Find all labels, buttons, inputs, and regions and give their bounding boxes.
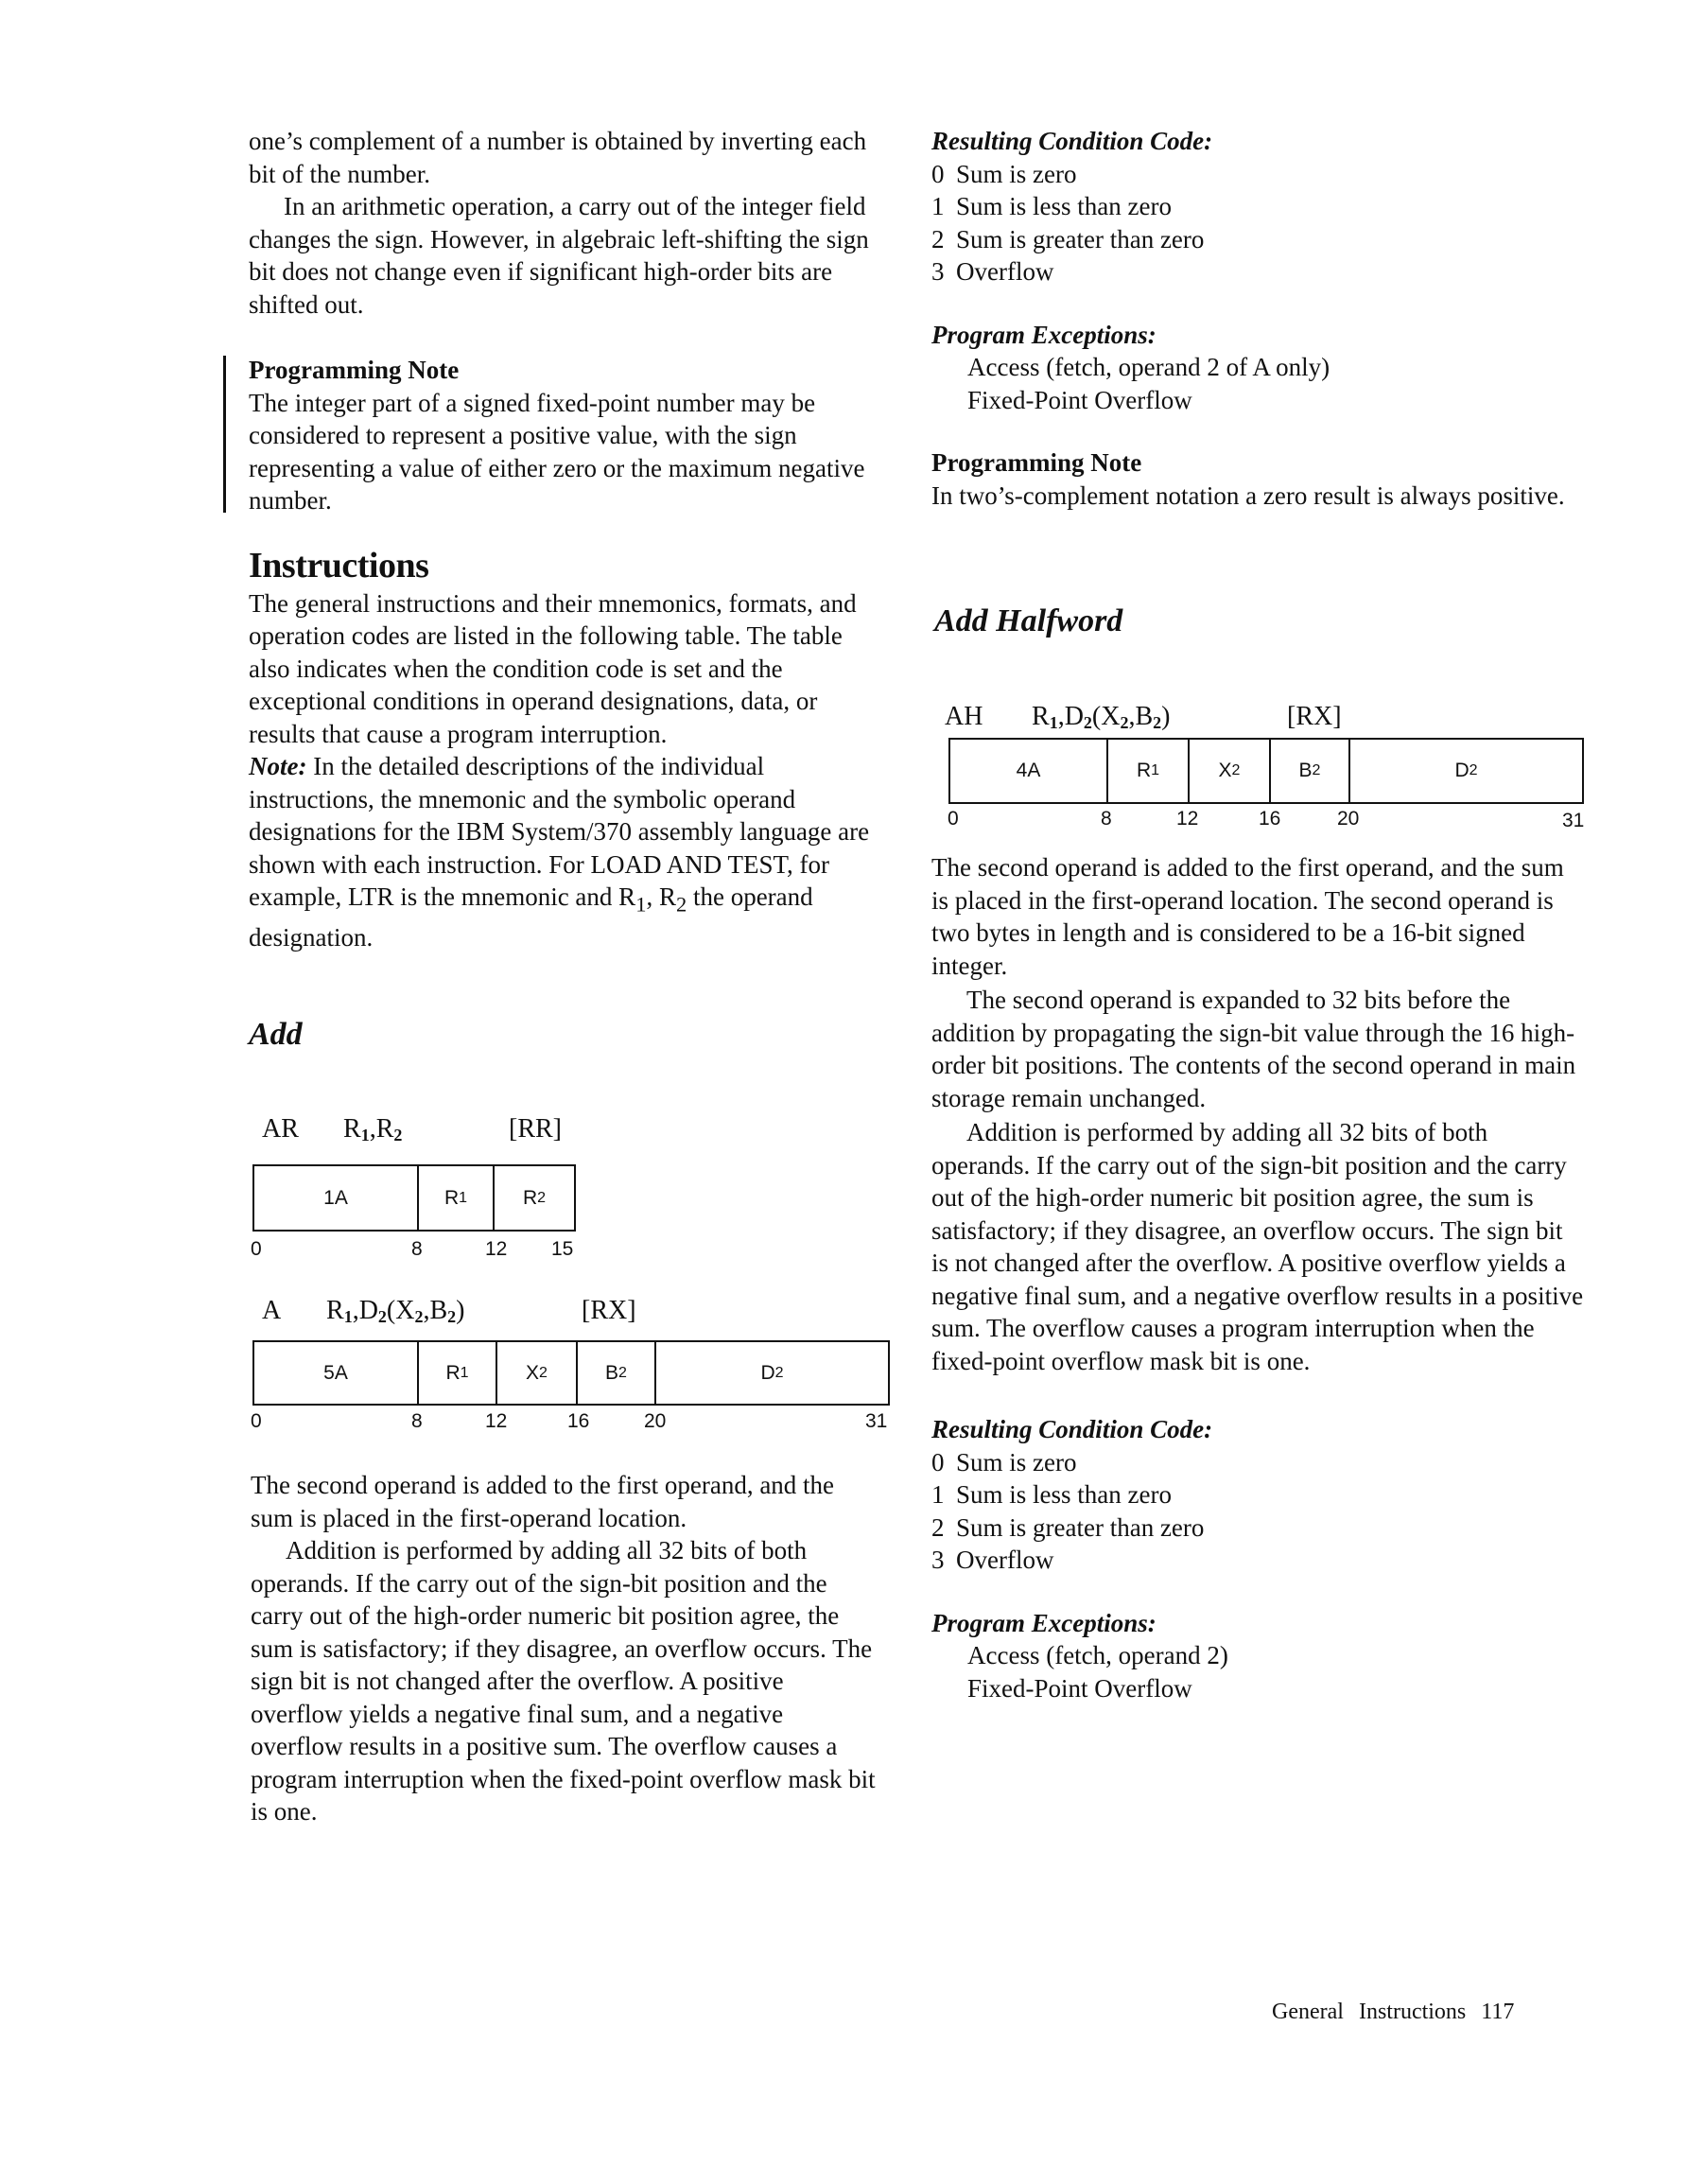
operands: $R_1,R_2$ <box>343 1114 403 1144</box>
programming-note-title: Programming Note <box>931 448 1142 477</box>
condition-code-item: 2 Sum is greater than zero <box>931 1512 1205 1542</box>
operands: $R_1,D_2(X_2,B_2)$ <box>326 1296 465 1326</box>
field-r2: R 2 <box>522 1186 547 1209</box>
bit-label: 0 <box>948 808 959 830</box>
instruction-heading-add-halfword: Add Halfword <box>934 603 1123 638</box>
field-r1: R 1 <box>419 1342 497 1404</box>
bit-label: 15 <box>551 1238 574 1260</box>
condition-code-item: 1 Sum is less than zero <box>931 1480 1172 1509</box>
instruction-format-rr-box <box>252 1164 576 1232</box>
instruction-heading-add: Add <box>249 1017 303 1052</box>
bit-label: 0 <box>251 1410 262 1432</box>
program-exceptions-list <box>931 351 1584 416</box>
mnemonic: AH <box>945 702 983 731</box>
program-exceptions-list <box>931 1639 1584 1704</box>
bit-label: 16 <box>567 1410 590 1432</box>
ah-desc-paragraph-1: The second operand is added to the first operand, and the sum is placed in the first-operand location. The second operand is two bytes in length and is considered to be a 16-bit signed integer. <box>931 853 1564 980</box>
bit-label: 12 <box>485 1238 508 1260</box>
condition-code-item: 0 Sum is zero <box>931 1447 1077 1476</box>
format-line-ar <box>249 1084 562 1145</box>
bit-label: 16 <box>1259 808 1281 830</box>
right-column-top <box>931 125 1584 512</box>
field-b2: B 2 <box>578 1342 656 1404</box>
field-b2: B 2 <box>1271 740 1350 802</box>
intro-paragraph-2: In an arithmetic operation, a carry out of the integer field changes the sign. However, in algebraic left-shifting the sign bit does not change even if significant high-order bits are shifted out. <box>249 192 869 319</box>
bit-label: 0 <box>251 1238 262 1260</box>
condition-code-item: 1 Sum is less than zero <box>931 192 1172 220</box>
add-halfword-description <box>931 851 1584 1704</box>
subscript: 2 <box>675 892 687 917</box>
mnemonic: A <box>262 1296 282 1325</box>
condition-code-title: Resulting Condition Code: <box>931 127 1213 155</box>
ah-desc-paragraph-3: Addition is performed by adding all 32 bits of both operands. If the carry out of the sign-bit position and the carry out of the high-order numeric bit position agree, the sum is satisfactory; if they disagree, an overflow occurs. The sign bit is not changed after the overflow. A positive overflow yields a negative final sum, and a negative overflow results in a positive sum. The overflow causes a program interruption when the fixed-point overflow mask bit is one. <box>931 1118 1584 1375</box>
ah-desc-paragraph-2: The second operand is expanded to 32 bits before the addition by propagating the sign-bit value through the 16 high-order bit positions. The contents of the second operand in main storage remain unchanged. <box>931 986 1576 1112</box>
intro-paragraph-1: one’s complement of a number is obtained by inverting each bit of the number. <box>249 127 867 188</box>
operands: $R_1,D_2(X_2,B_2)$ <box>1032 702 1171 732</box>
instructions-body: The general instructions and their mnemonics, formats, and operation codes are listed in the following table. The table also indicates when the condition code is set and the exceptional conditions in operand designations, data, or results that cause a program interruption. <box>249 588 857 748</box>
bit-label: 20 <box>644 1410 667 1432</box>
page-footer <box>1272 2000 1529 2025</box>
bit-label: 8 <box>1101 808 1112 830</box>
add-description <box>251 1469 879 1828</box>
program-exception-item: Access (fetch, operand 2) <box>967 1641 1228 1669</box>
condition-code-item: 3 Overflow <box>931 257 1054 286</box>
field-r1: R 1 <box>419 1166 495 1230</box>
add-desc-paragraph-2: Addition is performed by adding all 32 bits of both operands. If the carry out of the sign-bit position and the carry out of the high-order numeric bit position agree, the sum is satisfactory; if they disagree, an overflow occurs. The sign bit is not changed after the overflow. A positive overflow yields a negative final sum, and a negative overflow results in a positive sum. The overflow causes a program interruption when the fixed-point overflow mask bit is one. <box>251 1536 876 1826</box>
left-column <box>249 125 873 953</box>
field-opcode: 1A <box>254 1166 419 1230</box>
program-exception-item: Fixed-Point Overflow <box>967 1673 1192 1703</box>
condition-code-list <box>931 1446 1584 1577</box>
field-opcode: 5A <box>254 1342 419 1404</box>
condition-code-item: 3 Overflow <box>931 1546 1054 1574</box>
programming-note-title: Programming Note <box>249 356 460 384</box>
field-d2: D 2 <box>1454 760 1478 781</box>
subscript: 1 <box>635 892 647 917</box>
field-r1: R 1 <box>1108 740 1190 802</box>
format-type: [RX] <box>1287 702 1342 731</box>
mnemonic: AR <box>262 1114 299 1144</box>
condition-code-item: 2 Sum is greater than zero <box>931 224 1205 253</box>
note-sep: , R <box>646 882 676 911</box>
format-type: [RR] <box>509 1114 562 1144</box>
revision-change-bar <box>223 356 226 513</box>
field-x2: X 2 <box>497 1342 578 1404</box>
bit-label: 12 <box>485 1410 508 1432</box>
note-end: the operand designation. <box>249 882 813 952</box>
format-line-a <box>249 1266 636 1327</box>
program-exceptions-title: Program Exceptions: <box>931 1608 1157 1637</box>
note-label: Note: <box>249 752 307 780</box>
bit-label: 8 <box>411 1238 423 1260</box>
page-number: 117 <box>1481 2000 1515 2024</box>
note-body: In the detailed descriptions of the individual instructions, the mnemonic and the symbolic operand designations for the IBM System/370 assembly language are shown with each instruction. For LOAD AND TEST, for example, LTR is the mnemonic and R <box>249 752 870 911</box>
instructions-note <box>249 750 873 953</box>
bit-label: 20 <box>1337 808 1360 830</box>
condition-code-list <box>931 158 1584 288</box>
field-opcode: 4A <box>950 740 1108 802</box>
instruction-format-rx-box <box>948 738 1584 804</box>
instruction-format-rx-box <box>252 1340 890 1406</box>
programming-note-body: In two’s-complement notation a zero result is always positive. <box>931 480 1565 510</box>
field-x2: X 2 <box>1190 740 1271 802</box>
add-desc-paragraph-1: The second operand is added to the first operand, and the sum is placed in the first-operand location. <box>251 1471 835 1532</box>
section-heading-instructions: Instructions <box>249 545 429 585</box>
format-type: [RX] <box>582 1296 636 1325</box>
bit-label: 31 <box>1562 810 1585 831</box>
bit-label: 12 <box>1176 808 1199 830</box>
format-line-ah <box>931 672 1342 733</box>
programming-note-body: The integer part of a signed fixed-point number may be considered to represent a positive value, with the sign representing a value of either zero or the maximum negative number. <box>249 388 865 515</box>
program-exception-item: Access (fetch, operand 2 of A only) <box>967 353 1330 381</box>
field-d2: D 2 <box>760 1361 784 1384</box>
footer-section-title: General Instructions <box>1272 2000 1467 2024</box>
bit-label: 8 <box>411 1410 423 1432</box>
bit-label: 31 <box>865 1410 888 1432</box>
condition-code-title: Resulting Condition Code: <box>931 1415 1213 1443</box>
program-exceptions-title: Program Exceptions: <box>931 320 1157 349</box>
condition-code-item: 0 Sum is zero <box>931 159 1077 188</box>
program-exception-item: Fixed-Point Overflow <box>967 385 1192 414</box>
